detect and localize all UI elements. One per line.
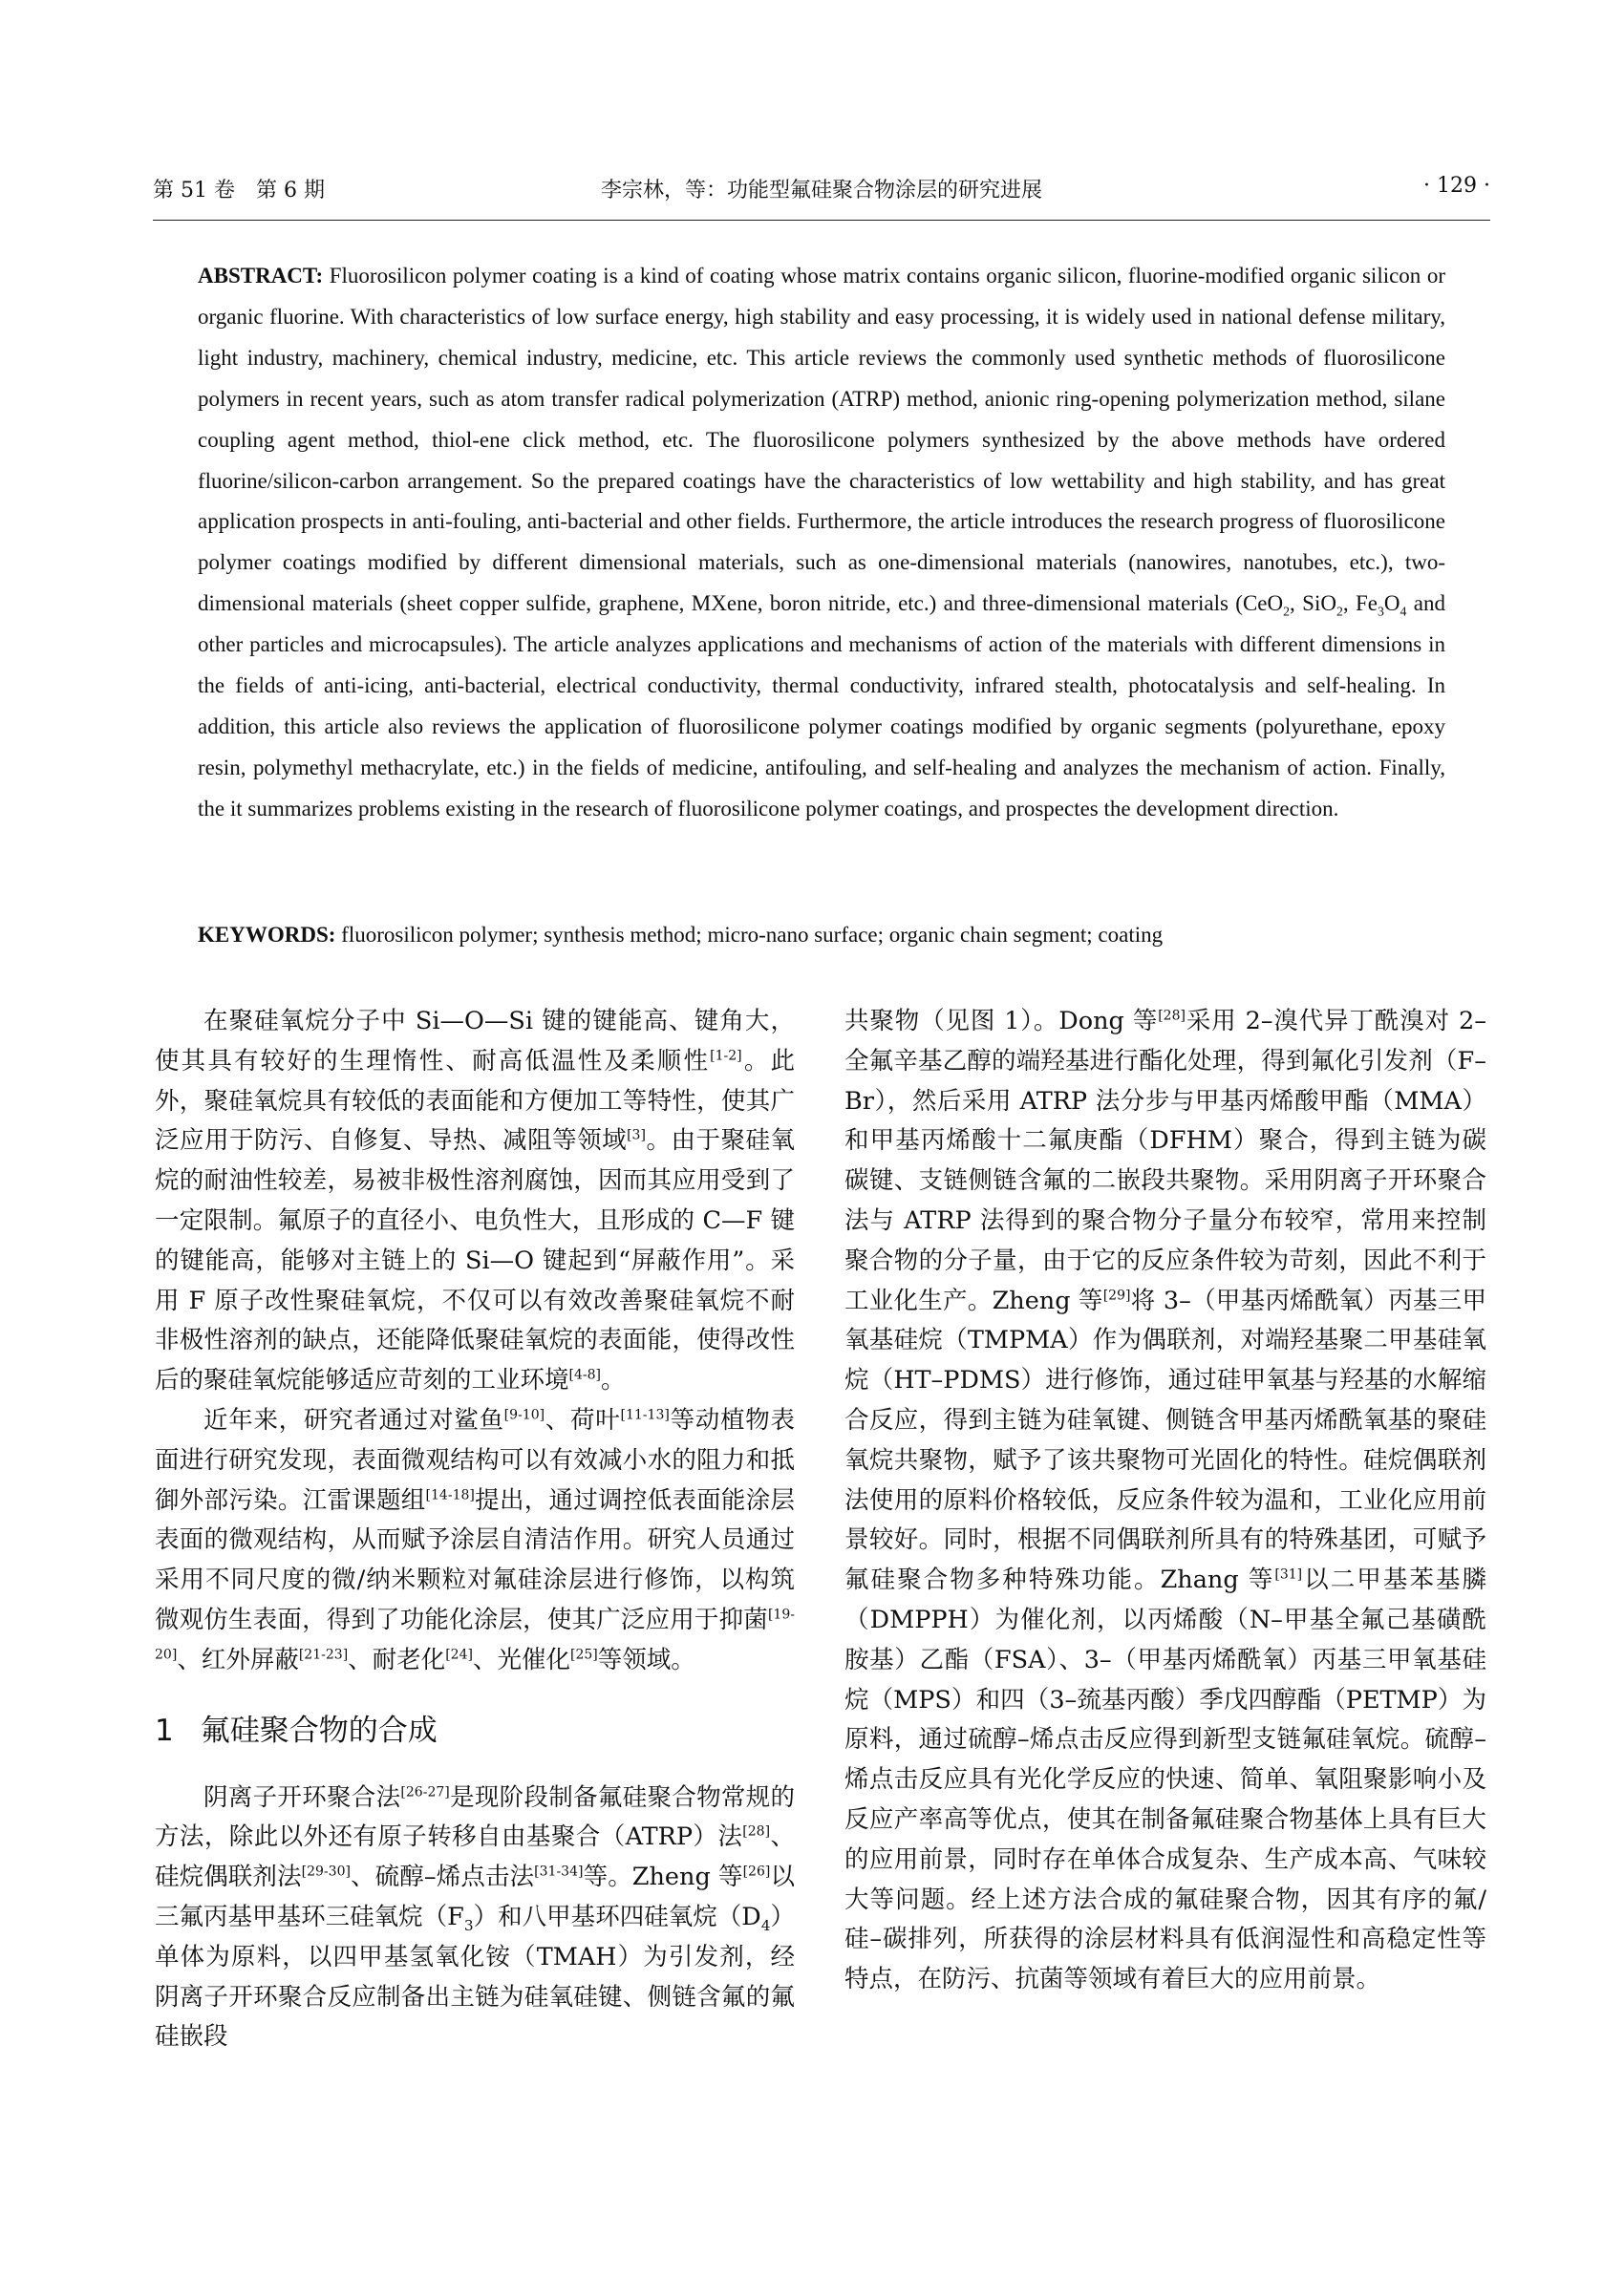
section1-paragraph-1: 阴离子开环聚合法[26-27]是现阶段制备氟硅聚合物常规的方法，除此以外还有原子转移自由基聚合（ATRP）法[28]、硅烷偶联剂法[29-30]、硫醇–烯点击法[31-34]等。Zheng 等[26]以三氟丙基甲基环三硅氧烷$(F_3)$和八甲基环四硅氧烷$(D_4)$单体为原料，以四甲基氢氧化铵（TMAH）为引发剂，经阴离子开环聚合反应制备出主链为硅氧硅键、侧链含氟的氟硅嵌段 — [155, 1782, 795, 2052]
section-number: 1 — [155, 1713, 174, 1748]
subscript: 4 — [760, 1917, 771, 1935]
right-column — [844, 1002, 1486, 2000]
abstract-text: , SiO — [1290, 591, 1336, 616]
subscript: 4 — [1400, 604, 1407, 619]
citation: [26-27] — [400, 1784, 450, 1801]
citation: [29] — [1102, 1288, 1131, 1304]
keywords-text: fluorosilicon polymer; synthesis method; micro-nano surface; organic chain segment; coating — [335, 923, 1164, 947]
section-title: 氟硅聚合物的合成 — [200, 1713, 438, 1748]
citation: [31-34] — [534, 1864, 584, 1880]
citation: [19-20] — [155, 1607, 795, 1663]
citation: [3] — [627, 1127, 646, 1143]
abstract-label: ABSTRACT: — [198, 264, 324, 288]
english-abstract — [198, 256, 1445, 830]
citation: [11-13] — [620, 1407, 670, 1423]
abstract-text: Fluorosilicon polymer coating is a kind of coating whose matrix contains organic silicon, fluorine-modified organic silicon or organic fluorine. With characteristics of low surface energy, high stability and easy processing, it is widely used in national defense military, light industry, machinery, chemical industry, medicine, etc. This article reviews the commonly used synthetic methods of fluorosilicone polymers in recent years, such as atom transfer radical polymerization (ATRP) method, anionic ring-opening polymerization method, silane coupling agent method, thiol-ene click method, etc. The fluorosilicone polymers synthesized by the above methods have ordered fluorine/silicon-carbon arrangement. So the prepared coatings have the characteristics of low wettability and high stability, and has great application prospects in anti-fouling, anti-bacterial and other fields. Furthermore, the article introduces the research progress of fluorosilicone polymer coatings modified by different dimensional materials, such as one-dimensional materials (nanowires, nanotubes, etc.), two-dimensional materials (sheet copper sulfide, graphene, MXene, boron nitride, etc.) and three-dimensional materials (CeO — [198, 264, 1445, 616]
citation: [1-2] — [710, 1048, 742, 1064]
citation: [31] — [1274, 1566, 1303, 1583]
citation: [24] — [445, 1647, 473, 1663]
subscript: 2 — [1283, 604, 1291, 619]
header-rule — [153, 220, 1490, 221]
abstract-text: , Fe — [1342, 591, 1378, 616]
subscript: 2 — [1336, 604, 1343, 619]
intro-paragraph-2: 近年来，研究者通过对鲨鱼[9-10]、荷叶[11-13]等动植物表面进行研究发现，表面微观结构可以有效减小水的阻力和抵御外部污染。江雷课题组[14-18]提出，通过调控低表面能涂层表面的微观结构，从而赋予涂层自清洁作用。研究人员通过采用不同尺度的微/纳米颗粒对氟硅涂层进行修饰，以构筑微观仿生表面，得到了功能化涂层，使其广泛应用于抑菌[19-20]、红外屏蔽[21-23]、耐老化[24]、光催化[25]等领域。 — [155, 1405, 795, 1674]
page-number: · 129 · — [1423, 174, 1490, 198]
citation: [4-8] — [568, 1367, 602, 1383]
citation: [28] — [742, 1823, 771, 1840]
keywords-label: KEYWORDS: — [198, 923, 336, 947]
subscript: 3 — [1378, 604, 1384, 619]
volume-issue: 第 51 卷 第 6 期 — [153, 179, 325, 202]
citation: [28] — [1158, 1008, 1186, 1024]
citation: [25] — [569, 1647, 598, 1663]
running-header — [153, 174, 1490, 208]
abstract-text: and other particles and microcapsules). The article analyzes applications and mechanisms of action of the materials with different dimensions in the fields of anti-icing, anti-bacterial, electrical conductivity, thermal conductivity, infrared stealth, photocatalysis and self-healing. In addition, this article also reviews the application of fluorosilicone polymer coatings modified by organic segments (polyurethane, epoxy resin, polymethyl methacrylate, etc.) in the fields of medicine, antifouling, and self-healing and analyzes the mechanism of action. Finally, the it summarizes problems existing in the research of fluorosilicone polymer coatings, and prospectes the development direction. — [198, 591, 1446, 820]
running-title: 李宗林，等：功能型氟硅聚合物涂层的研究进展 — [600, 179, 1042, 202]
abstract-text: O — [1383, 591, 1400, 616]
section-heading — [155, 1712, 795, 1750]
citation: [29-30] — [301, 1864, 351, 1880]
citation: [21-23] — [298, 1647, 349, 1663]
keywords — [198, 915, 1445, 955]
citation: [14-18] — [425, 1487, 475, 1503]
citation: [9-10] — [503, 1407, 545, 1423]
left-column — [155, 1002, 795, 2057]
intro-paragraph-1: 在聚硅氧烷分子中 Si—O—Si 键的键能高、键角大，使其具有较好的生理惰性、耐高低温性及柔顺性[1-2]。此外，聚硅氧烷具有较低的表面能和方便加工等特性，使其广泛应用于防污、自修复、导热、减阻等领域[3]。由于聚硅氧烷的耐油性较差，易被非极性溶剂腐蚀，因而其应用受到了一定限制。氟原子的直径小、电负性大，且形成的 C—F 键的键能高，能够对主链上的 Si—O 键起到“屏蔽作用”。采用 F 原子改性聚硅氧烷，不仅可以有效改善聚硅氧烷不耐非极性溶剂的缺点，还能降低聚硅氧烷的表面能，使得改性后的聚硅氧烷能够适应苛刻的工业环境[4-8]。 — [155, 1007, 795, 1396]
citation: [26] — [742, 1864, 771, 1880]
subscript: 3 — [463, 1917, 474, 1935]
section1-paragraph-continued: 共聚物（见图 1）。Dong 等[28]采用 2–溴代异丁酰溴对 2–全氟辛基乙醇的端羟基进行酯化处理，得到氟化引发剂（F–Br），然后采用 ATRP 法分步与甲基丙烯酸甲酯（MMA）和甲基丙烯酸十二氟庚酯（DFHM）聚合，得到主链为碳碳键、支链侧链含氟的二嵌段共聚物。采用阴离子开环聚合法与 ATRP 法得到的聚合物分子量分布较窄，常用来控制聚合物的分子量，由于它的反应条件较为苛刻，因此不利于工业化生产。Zheng 等[29]将 3–（甲基丙烯酰氧）丙基三甲氧基硅烷（TMPMA）作为偶联剂，对端羟基聚二甲基硅氧烷（HT–PDMS）进行修饰，通过硅甲氧基与羟基的水解缩合反应，得到主链为硅氧键、侧链含甲基丙烯酰氧基的聚硅氧烷共聚物，赋予了该共聚物可光固化的特性。硅烷偶联剂法使用的原料价格较低，反应条件较为温和，工业化应用前景较好。同时，根据不同偶联剂所具有的特殊基团，可赋予氟硅聚合物多种特殊功能。Zhang 等[31]以二甲基苯基膦（DMPPH）为催化剂，以丙烯酸（N–甲基全氟己基磺酰胺基）乙酯（FSA）、3–（甲基丙烯酰氧）丙基三甲氧基硅烷（MPS）和四（3–巯基丙酸）季戊四醇酯（PETMP）为原料，通过硫醇–烯点击反应得到新型支链氟硅氧烷。硫醇–烯点击反应具有光化学反应的快速、简单、氧阻聚影响小及反应产率高等优点，使其在制备氟硅聚合物基体上具有巨大的应用前景，同时存在单体合成复杂、生产成本高、气味较大等问题。经上述方法合成的氟硅聚合物，因其有序的氟/硅–碳排列，所获得的涂层材料具有低润湿性和高稳定性等特点，在防污、抗菌等领域有着巨大的应用前景。 — [844, 1007, 1486, 1994]
